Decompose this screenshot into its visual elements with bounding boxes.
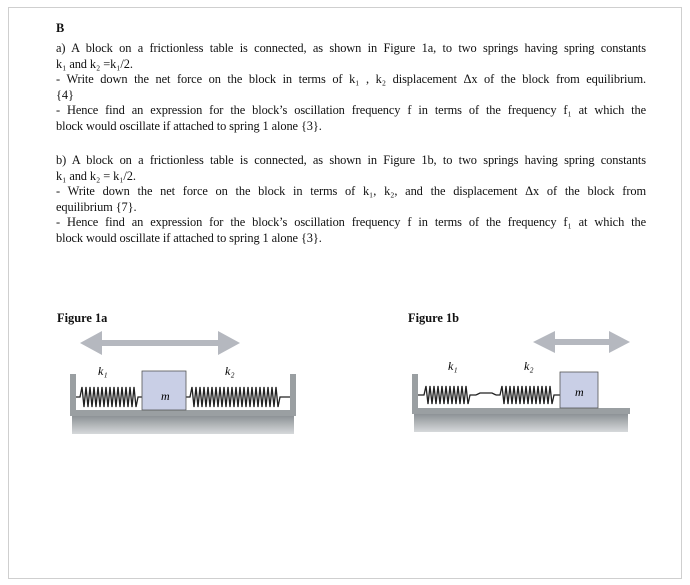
part-a-line-6: block would oscillate if attached to spring 1 alone {3}. [56, 118, 322, 133]
part-b-line-5: - Hence find an expression for the block’s oscillation frequency f in terms of the frequency f₁ at which the [56, 215, 646, 230]
figure-1a-title: Figure 1a [57, 311, 108, 325]
part-a-line-1: a) A block on a frictionless table is connected, as shown in Figure 1a, to two springs having spring constants [56, 41, 646, 55]
figure-1a-k1-label: k₁ [98, 364, 108, 378]
figure-1a-mass-label: m [161, 389, 170, 403]
figure-1b-spring-1 [418, 386, 476, 404]
section-title: B [56, 21, 65, 35]
part-a-line-4: {4} [56, 87, 74, 102]
figure-1b-spring-connector [476, 393, 496, 395]
figure-1b-spring-2 [496, 386, 560, 404]
figure-1a-k2-label: k₂ [225, 364, 235, 378]
figure-1b-k2-label: k₂ [524, 359, 534, 373]
figure-1b-motion-arrow [533, 331, 630, 353]
figure-1b [412, 331, 630, 432]
part-b-line-6: block would oscillate if attached to spring 1 alone {3}. [56, 230, 322, 245]
part-b-line-2: k₁ and k₂ = k₁/2. [56, 168, 136, 183]
part-a-line-3: - Write down the net force on the block in terms of k₁ , k₂ displacement Δx of the block from equilibrium. [56, 72, 646, 87]
part-b-line-4: equilibrium {7}. [56, 199, 137, 214]
figure-1a-spring-1 [76, 387, 142, 407]
figure-1b-title: Figure 1b [408, 311, 460, 325]
figure-1a-motion-arrow [80, 331, 240, 355]
part-b-line-1: b) A block on a frictionless table is connected, as shown in Figure 1b, to two springs having spring constants [56, 153, 646, 167]
part-b-line-3: - Write down the net force on the block in terms of k₁, k₂, and the displacement Δx of the block from [56, 184, 646, 199]
figure-1b-k1-label: k₁ [448, 359, 458, 373]
part-a-line-5: - Hence find an expression for the block’s oscillation frequency f in terms of the frequency f₁ at which the [56, 103, 646, 118]
part-a-line-2: k₁ and k₂ =k₁/2. [56, 56, 133, 71]
figure-1a [70, 331, 296, 434]
figure-1a-spring-2 [186, 387, 290, 407]
figure-1b-mass-label: m [575, 385, 584, 399]
